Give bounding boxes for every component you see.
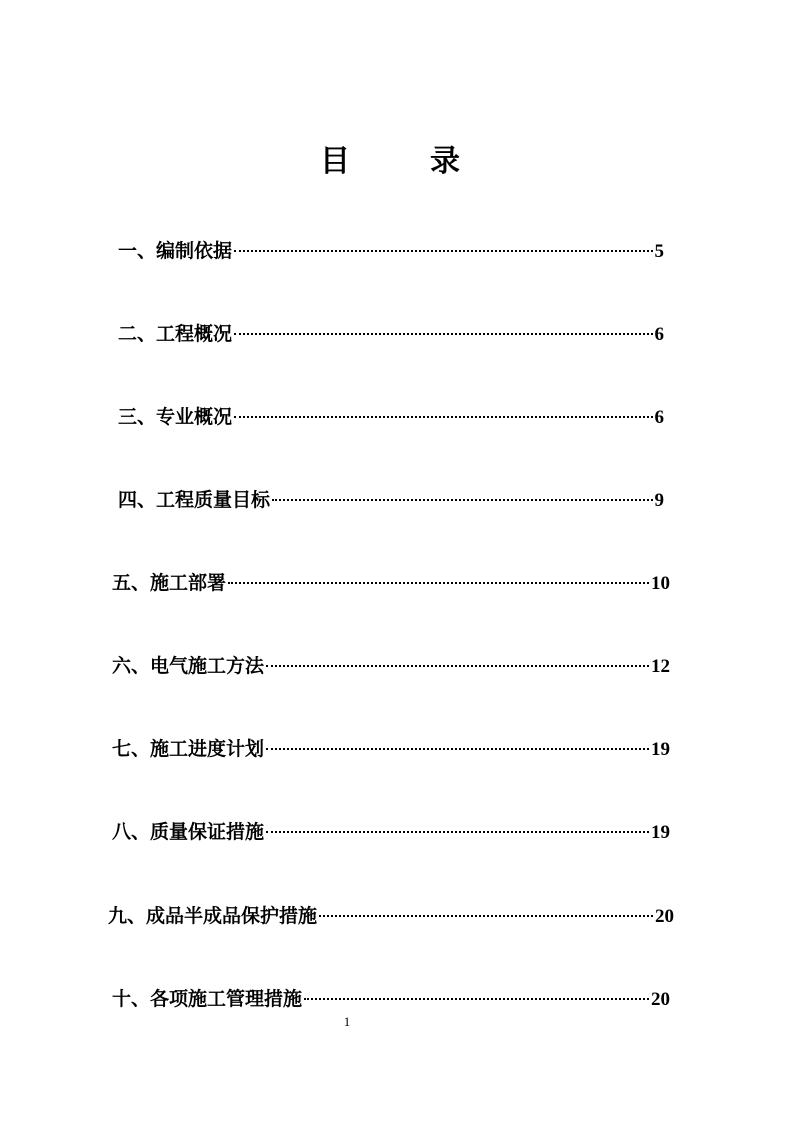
toc-entry-7[interactable]	[112, 736, 670, 762]
toc-entry-9[interactable]	[108, 903, 674, 929]
toc-dot-leader	[234, 416, 652, 418]
toc-entry-4[interactable]	[118, 487, 664, 513]
toc-entry-page: 6	[654, 324, 664, 345]
toc-entry-page: 5	[654, 241, 664, 262]
toc-entry-label: 二、工程概况	[118, 323, 233, 345]
toc-entry-label: 十、各项施工管理措施	[112, 988, 303, 1010]
toc-entry-label: 四、工程质量目标	[118, 489, 271, 511]
title-char-lu: 录	[430, 144, 460, 179]
toc-entry-page: 20	[655, 906, 674, 927]
toc-entry-6[interactable]	[112, 653, 670, 679]
toc-entry-label: 八、质量保证措施	[112, 821, 265, 843]
toc-dot-leader	[266, 748, 649, 750]
toc-entry-label: 九、成品半成品保护措施	[108, 905, 318, 927]
toc-entry-label: 七、施工进度计划	[112, 738, 265, 760]
toc-entry-5[interactable]	[112, 570, 670, 596]
toc-entry-page: 6	[654, 407, 664, 428]
toc-dot-leader	[304, 998, 649, 1000]
toc-entry-page: 9	[654, 490, 664, 511]
toc-dot-leader	[319, 915, 653, 917]
toc-entry-2[interactable]	[118, 321, 664, 347]
toc-entry-1[interactable]	[118, 238, 664, 264]
toc-dot-leader	[228, 582, 649, 584]
toc-entry-label: 三、专业概况	[118, 406, 233, 428]
toc-entry-10[interactable]	[112, 986, 670, 1012]
toc-title	[0, 140, 794, 184]
toc-entry-page: 12	[651, 656, 670, 677]
toc-entry-label: 五、施工部署	[112, 572, 227, 594]
toc-entry-page: 10	[651, 573, 670, 594]
toc-dot-leader	[266, 831, 649, 833]
toc-dot-leader	[234, 250, 652, 252]
toc-entry-label: 六、电气施工方法	[112, 655, 265, 677]
toc-entry-label: 一、编制依据	[118, 240, 233, 262]
toc-dot-leader	[272, 499, 652, 501]
toc-entry-page: 19	[651, 822, 670, 843]
toc-entry-page: 20	[651, 989, 670, 1010]
toc-dot-leader	[266, 665, 649, 667]
toc-dot-leader	[234, 333, 652, 335]
toc-entry-3[interactable]	[118, 404, 664, 430]
footer-page-number: 1	[343, 1014, 351, 1029]
toc-entry-page: 19	[651, 739, 670, 760]
title-char-mu: 目	[320, 144, 350, 179]
toc-entry-8[interactable]	[112, 819, 670, 845]
